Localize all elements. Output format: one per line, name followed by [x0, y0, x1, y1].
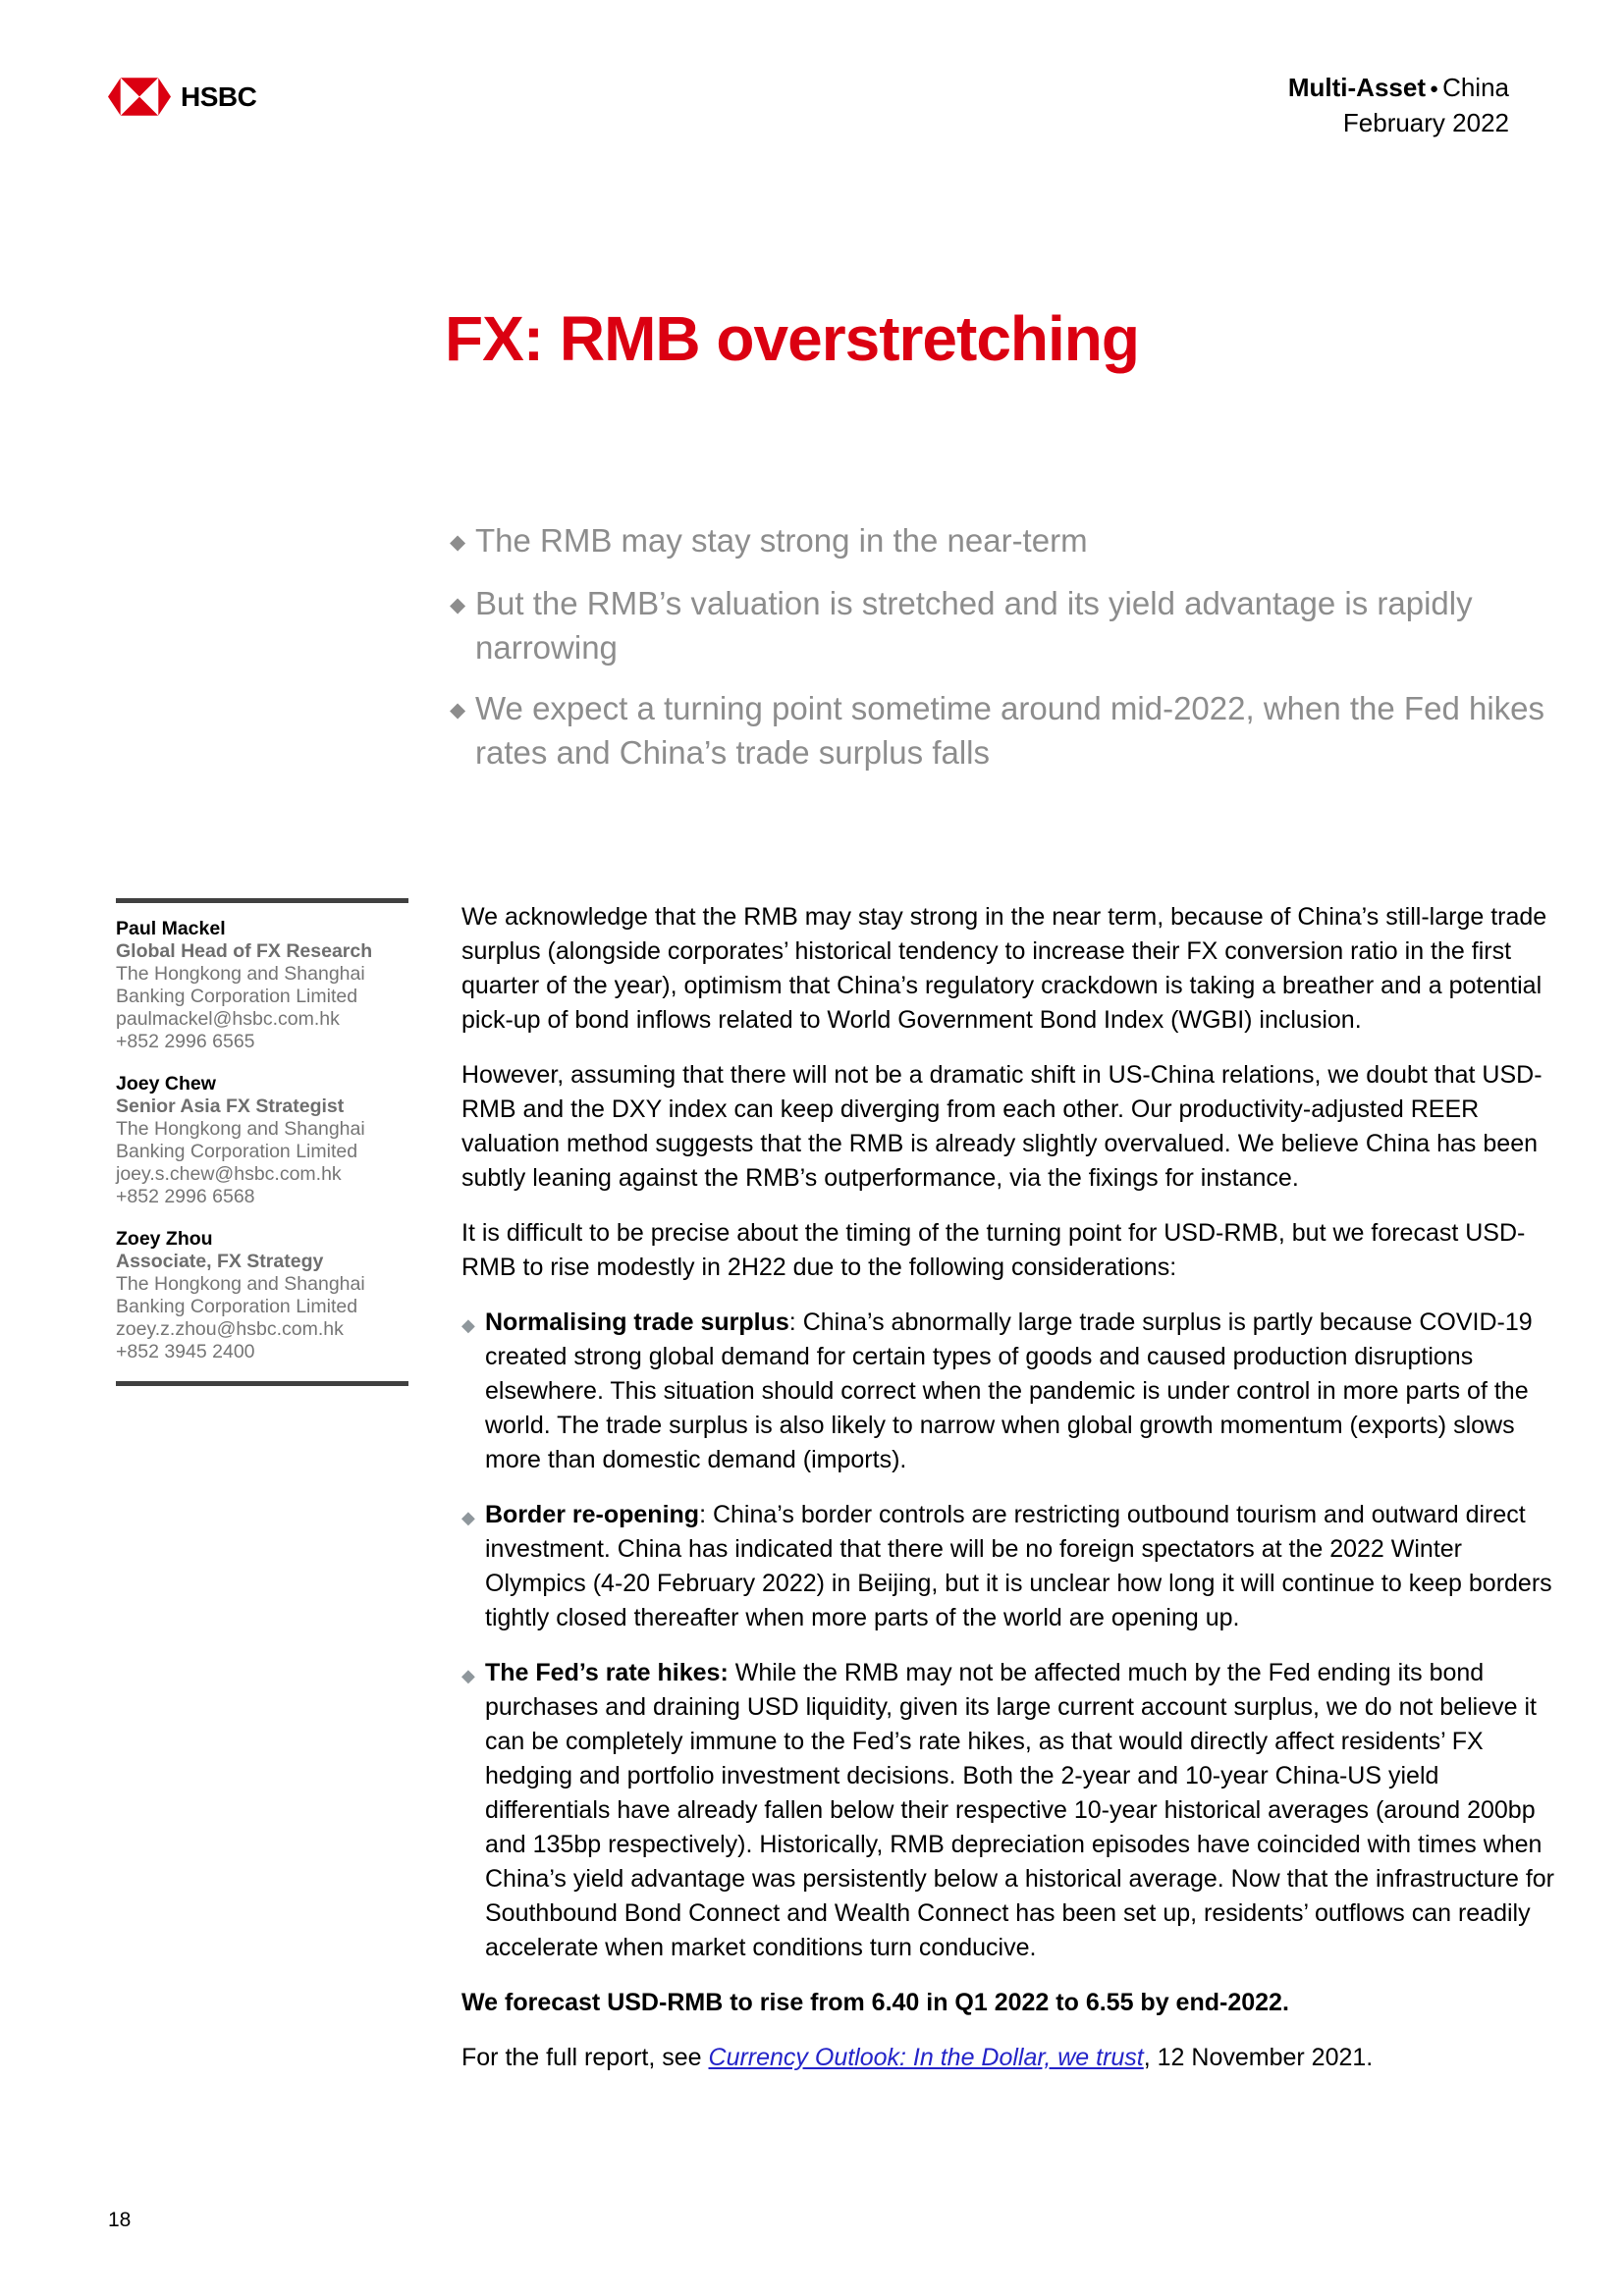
summary-bullet	[450, 518, 1554, 564]
diamond-bullet-icon: ◆	[461, 1666, 475, 1685]
author-company: The Hongkong and Shanghai	[116, 1118, 365, 1140]
author-role: Global Head of FX Research	[116, 940, 373, 962]
author-phone: +852 2996 6565	[116, 1031, 255, 1052]
page-number: 18	[108, 2209, 132, 2231]
author-role: Associate, FX Strategy	[116, 1251, 324, 1272]
body-bullet	[461, 1656, 1563, 1965]
closing-suffix: , 12 November 2021.	[1143, 2044, 1374, 2071]
diamond-bullet-icon: ◆	[461, 1508, 475, 1527]
masthead-date: February 2022	[1342, 108, 1509, 137]
author-block	[116, 1228, 408, 1363]
separator-dot-icon: ●	[1430, 80, 1439, 97]
bullet-lead: The Fed’s rate hikes:	[485, 1659, 729, 1686]
author-company: Banking Corporation Limited	[116, 986, 358, 1007]
summary-bullet	[450, 581, 1554, 669]
author-email: zoey.z.zhou@hsbc.com.hk	[116, 1318, 344, 1340]
author-name: Joey Chew	[116, 1073, 216, 1095]
summary-bullet-text: We expect a turning point sometime around mid-2022, when the Fed hikes rates and China’s trade surplus falls	[475, 690, 1544, 771]
diamond-bullet-icon: ◆	[450, 531, 466, 554]
author-block	[116, 1073, 408, 1208]
author-role: Senior Asia FX Strategist	[116, 1095, 345, 1117]
summary-bullet-text: But the RMB’s valuation is stretched and its yield advantage is rapidly narrowing	[475, 585, 1473, 666]
author-company: Banking Corporation Limited	[116, 1141, 358, 1162]
bullet-rest: While the RMB may not be affected much by the Fed ending its bond purchases and draining USD liquidity, given its large current account surplus, we do not believe it can be completely immune to the Fed’s rate hikes, as that would directly affect residents’ FX hedging and portfolio investment decisions. Both the 2-year and 10-year China-US yield differentials have already fallen below their respective 10-year historical averages (around 200bp and 135bp respectively). Historically, RMB depreciation episodes have coincided with times when China’s yield advantage was persistently below a historical average. Now that the infrastructure for Southbound Bond Connect and Wealth Connect has been set up, residents’ outflows can readily accelerate when market conditions turn conducive.	[485, 1659, 1554, 1961]
body-paragraph: We acknowledge that the RMB may stay strong in the near term, because of China’s still-large trade surplus (alongside corporates’ historical tendency to increase their FX conversion ratio in the first quarter of the year), optimism that China’s regulatory crackdown is taking a breather and a potential pick-up of bond inflows related to World Government Bond Index (WGBI) inclusion.	[461, 903, 1547, 1034]
bullet-rest: : China’s abnormally large trade surplus is partly because COVID-19 created strong global demand for certain types of goods and caused production disruptions elsewhere. This situation should correct when the pandemic is under control in more parts of the world. The trade surplus is also likely to narrow when global growth momentum (exports) slows more than domestic demand (imports).	[485, 1308, 1533, 1473]
summary-bullet-list	[450, 518, 1554, 791]
forecast-statement: We forecast USD-RMB to rise from 6.40 in Q1 2022 to 6.55 by end-2022.	[461, 1989, 1289, 2016]
body-paragraph: It is difficult to be precise about the timing of the turning point for USD-RMB, but we forecast USD-RMB to rise modestly in 2H22 due to the following considerations:	[461, 1219, 1526, 1281]
diamond-bullet-icon: ◆	[461, 1315, 475, 1335]
body-bullet-text	[485, 1498, 1563, 1635]
masthead-category: Multi-Asset	[1287, 73, 1426, 102]
body-bullet-list	[461, 1306, 1563, 1965]
body-bullet	[461, 1306, 1563, 1477]
author-block	[116, 918, 408, 1053]
body-bullet	[461, 1498, 1563, 1635]
hsbc-logo-icon	[108, 69, 171, 125]
summary-bullet-text: The RMB may stay strong in the near-term	[475, 522, 1088, 559]
authors-sidebar	[116, 898, 408, 1386]
closing-prefix: For the full report, see	[461, 2044, 709, 2071]
author-name: Zoey Zhou	[116, 1228, 213, 1250]
sidebar-bottom-rule	[116, 1381, 408, 1386]
page-title: FX: RMB overstretching	[445, 303, 1139, 374]
author-company: Banking Corporation Limited	[116, 1296, 358, 1317]
author-phone: +852 3945 2400	[116, 1341, 255, 1362]
diamond-bullet-icon: ◆	[450, 594, 466, 616]
body-bullet-text	[485, 1656, 1563, 1965]
author-company: The Hongkong and Shanghai	[116, 1273, 365, 1295]
masthead	[1288, 71, 1509, 139]
body-column	[461, 900, 1563, 2096]
bullet-rest: : China’s border controls are restricting outbound tourism and outward direct investment. China has indicated that there will be no foreign spectators at the 2022 Winter Olympics (4-20 February 2022) in Beijing, but it is unclear how long it will continue to keep borders tightly closed thereafter when more parts of the world are opening up.	[485, 1501, 1552, 1631]
closing-line	[461, 2041, 1563, 2075]
author-email: paulmackel@hsbc.com.hk	[116, 1008, 340, 1030]
masthead-region: China	[1442, 73, 1509, 102]
full-report-link[interactable]: Currency Outlook: In the Dollar, we trust	[708, 2044, 1144, 2071]
author-name: Paul Mackel	[116, 918, 226, 939]
hsbc-brand	[108, 69, 256, 125]
body-paragraph: However, assuming that there will not be a dramatic shift in US-China relations, we doubt that USD-RMB and the DXY index can keep diverging from each other. Our productivity-adjusted REER valuation method suggests that the RMB is already slightly overvalued. We believe China has been subtly leaning against the RMB’s outperformance, via the fixings for instance.	[461, 1061, 1543, 1192]
summary-bullet	[450, 686, 1554, 774]
body-bullet-text	[485, 1306, 1563, 1477]
bullet-lead: Normalising trade surplus	[485, 1308, 789, 1336]
author-email: joey.s.chew@hsbc.com.hk	[116, 1163, 342, 1185]
hsbc-wordmark: HSBC	[181, 80, 257, 112]
bullet-lead: Border re-opening	[485, 1501, 700, 1528]
masthead-category-line	[1288, 71, 1509, 106]
author-phone: +852 2996 6568	[116, 1186, 255, 1207]
author-company: The Hongkong and Shanghai	[116, 963, 365, 985]
diamond-bullet-icon: ◆	[450, 699, 466, 721]
